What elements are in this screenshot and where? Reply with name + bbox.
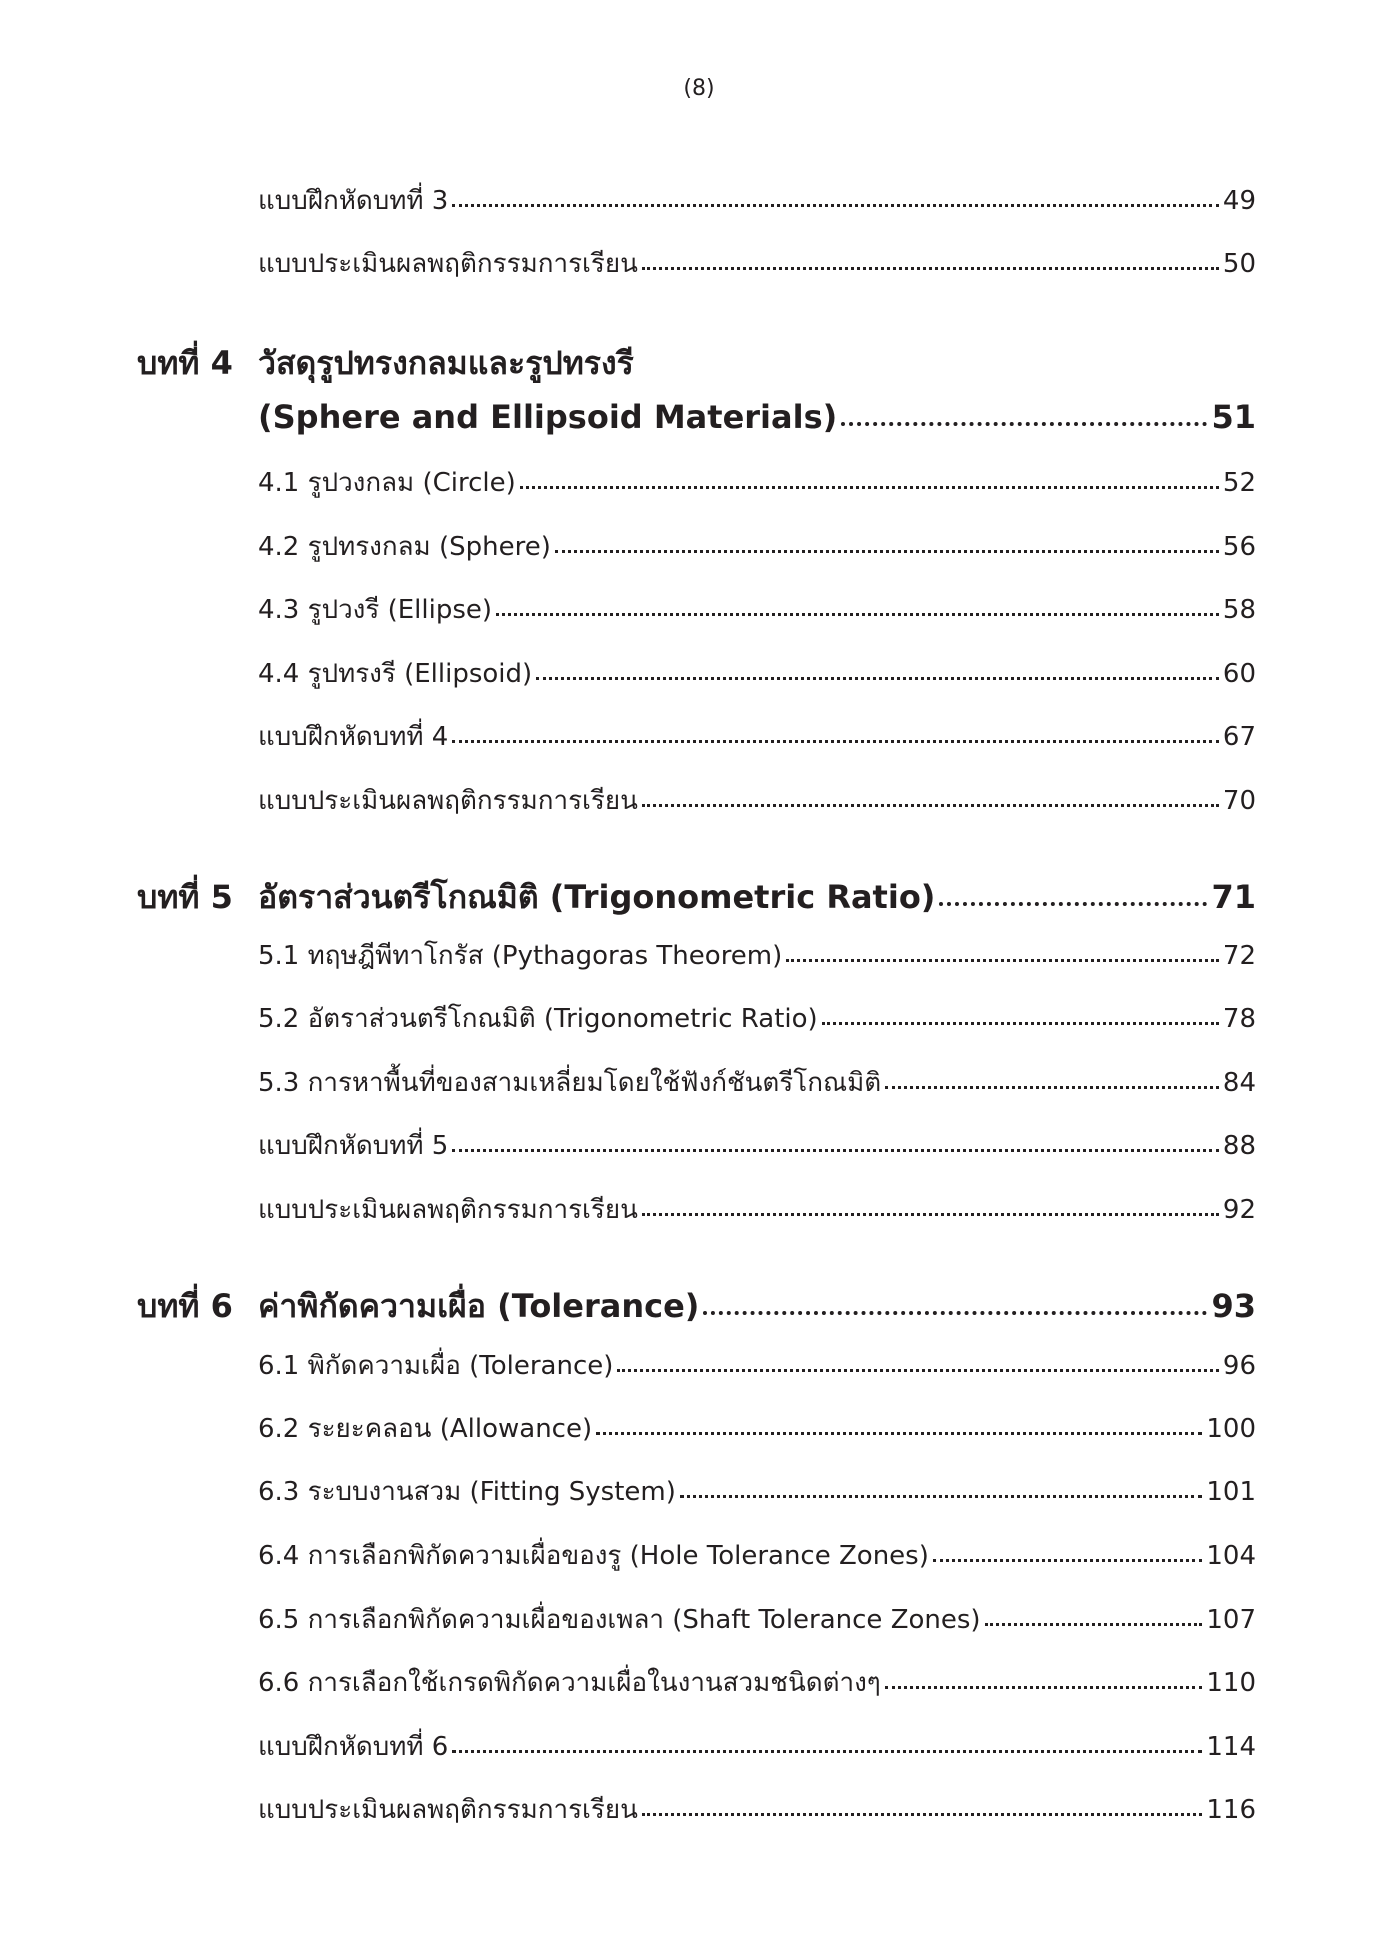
toc-entry: [258, 716, 1256, 760]
toc-entry-title: อัตราส่วนตรีโกณมิติ (Trigonometric Ratio): [258, 878, 936, 916]
toc-entry: [258, 1789, 1256, 1833]
toc-entry: [258, 1062, 1256, 1106]
dot-leader: [642, 803, 1219, 807]
toc-entry-title: 6.1 พิกัดความเผื่อ (Tolerance): [258, 1351, 614, 1381]
toc-entry-title: ค่าพิกัดความเผื่อ (Tolerance): [258, 1287, 700, 1325]
dot-leader: [596, 1431, 1202, 1435]
toc-chapter-heading: [137, 338, 1256, 382]
toc-page-number: 78: [1222, 1004, 1256, 1034]
toc-page-number: 101: [1206, 1477, 1256, 1507]
toc-entry-title: 4.1 รูปวงกลม (Circle): [258, 468, 516, 498]
toc-page-number: 93: [1211, 1287, 1256, 1325]
dot-leader: [841, 421, 1207, 426]
toc-entry: [258, 462, 1256, 506]
dot-leader: [885, 1085, 1219, 1089]
toc-entry: [258, 526, 1256, 570]
toc-entry: [258, 1662, 1256, 1706]
toc-entry-title: แบบฝึกหัดบทที่ 4: [258, 722, 449, 752]
toc-page-number: 100: [1206, 1414, 1256, 1444]
toc-entry: [258, 653, 1256, 697]
dot-leader: [642, 266, 1219, 270]
toc-page-number: 58: [1222, 595, 1256, 625]
toc-chapter-heading: [137, 872, 1256, 916]
toc-page-number: 110: [1206, 1668, 1256, 1698]
toc-page-number: 51: [1211, 398, 1256, 436]
toc-entry-title: 5.1 ทฤษฎีพีทาโกรัส (Pythagoras Theorem): [258, 941, 783, 971]
toc-chapter-heading: [258, 398, 1256, 442]
toc-page-number: 88: [1222, 1131, 1256, 1161]
dot-leader: [786, 958, 1219, 962]
toc-entry-title: แบบฝึกหัดบทที่ 5: [258, 1131, 449, 1161]
toc-entry-title: แบบฝึกหัดบทที่ 6: [258, 1732, 449, 1762]
toc-page-number: 72: [1222, 941, 1256, 971]
toc-entry: [258, 1726, 1256, 1770]
toc-page-number: 92: [1222, 1195, 1256, 1225]
toc-entry: [258, 1599, 1256, 1643]
toc-entry: [258, 780, 1256, 824]
dot-leader: [452, 739, 1219, 743]
toc-entry-title: แบบประเมินผลพฤติกรรมการเรียน: [258, 249, 638, 279]
toc-page-number: 70: [1222, 786, 1256, 816]
toc-entry-title: 6.4 การเลือกพิกัดความเผื่อของรู (Hole Tolerance Zones): [258, 1541, 929, 1571]
toc-page-number: 49: [1222, 186, 1256, 216]
dot-leader: [496, 612, 1219, 616]
toc-page-number: 96: [1222, 1351, 1256, 1381]
toc-entry: [258, 935, 1256, 979]
toc-entry: [258, 998, 1256, 1042]
dot-leader: [452, 1148, 1219, 1152]
toc-entry: [258, 1535, 1256, 1579]
toc-page-number: 114: [1206, 1732, 1256, 1762]
chapter-number: บทที่ 4: [137, 344, 233, 382]
dot-leader: [520, 485, 1219, 489]
toc-page-number: 71: [1211, 878, 1256, 916]
toc-entry-title: 6.3 ระบบงานสวม (Fitting System): [258, 1477, 676, 1507]
toc-entry-title: แบบประเมินผลพฤติกรรมการเรียน: [258, 1195, 638, 1225]
dot-leader: [680, 1494, 1202, 1498]
toc-entry: [258, 1189, 1256, 1233]
toc-entry: [258, 180, 1256, 224]
page-number: (8): [683, 76, 715, 101]
dot-leader: [703, 1310, 1207, 1315]
toc-entry: [258, 1125, 1256, 1169]
dot-leader: [822, 1021, 1219, 1025]
toc-entry-title: (Sphere and Ellipsoid Materials): [258, 398, 838, 436]
toc-entry: [258, 1408, 1256, 1452]
toc-entry-title: 4.4 รูปทรงรี (Ellipsoid): [258, 659, 533, 689]
toc-page-number: 104: [1206, 1541, 1256, 1571]
toc-entry: [258, 1345, 1256, 1389]
toc-chapter-heading: [137, 1281, 1256, 1325]
dot-leader: [642, 1812, 1202, 1816]
toc-page-number: 56: [1222, 532, 1256, 562]
toc-entry-title: 6.6 การเลือกใช้เกรดพิกัดความเผื่อในงานสวมชนิดต่างๆ: [258, 1668, 881, 1698]
toc-page-number: 50: [1222, 249, 1256, 279]
toc-entry-title: วัสดุรูปทรงกลมและรูปทรงรี: [258, 344, 634, 382]
toc-page-number: 67: [1222, 722, 1256, 752]
dot-leader: [452, 1749, 1202, 1753]
toc-page-number: 116: [1206, 1795, 1256, 1825]
toc-entry: [258, 243, 1256, 287]
toc-entry-title: 4.2 รูปทรงกลม (Sphere): [258, 532, 551, 562]
toc-entry: [258, 1471, 1256, 1515]
toc-entry-title: 5.2 อัตราส่วนตรีโกณมิติ (Trigonometric Ratio): [258, 1004, 818, 1034]
toc-entry-title: แบบประเมินผลพฤติกรรมการเรียน: [258, 786, 638, 816]
toc-entry-title: แบบฝึกหัดบทที่ 3: [258, 186, 449, 216]
dot-leader: [933, 1558, 1203, 1562]
dot-leader: [985, 1622, 1203, 1626]
toc-page-number: 60: [1222, 659, 1256, 689]
chapter-number: บทที่ 6: [137, 1287, 233, 1325]
dot-leader: [885, 1685, 1203, 1689]
chapter-number: บทที่ 5: [137, 878, 233, 916]
dot-leader: [939, 901, 1207, 906]
dot-leader: [555, 549, 1219, 553]
toc-entry-title: แบบประเมินผลพฤติกรรมการเรียน: [258, 1795, 638, 1825]
dot-leader: [642, 1212, 1219, 1216]
dot-leader: [452, 203, 1219, 207]
toc-page-number: 84: [1222, 1068, 1256, 1098]
toc-page-number: 52: [1222, 468, 1256, 498]
toc-entry-title: 5.3 การหาพื้นที่ของสามเหลี่ยมโดยใช้ฟังก์ชันตรีโกณมิติ: [258, 1068, 882, 1098]
toc-entry-title: 6.2 ระยะคลอน (Allowance): [258, 1414, 593, 1444]
dot-leader: [536, 676, 1219, 680]
toc-entry-title: 4.3 รูปวงรี (Ellipse): [258, 595, 493, 625]
toc-entry-title: 6.5 การเลือกพิกัดความเผื่อของเพลา (Shaft Tolerance Zones): [258, 1605, 981, 1635]
toc-page-number: 107: [1206, 1605, 1256, 1635]
dot-leader: [617, 1368, 1219, 1372]
toc-entry: [258, 589, 1256, 633]
